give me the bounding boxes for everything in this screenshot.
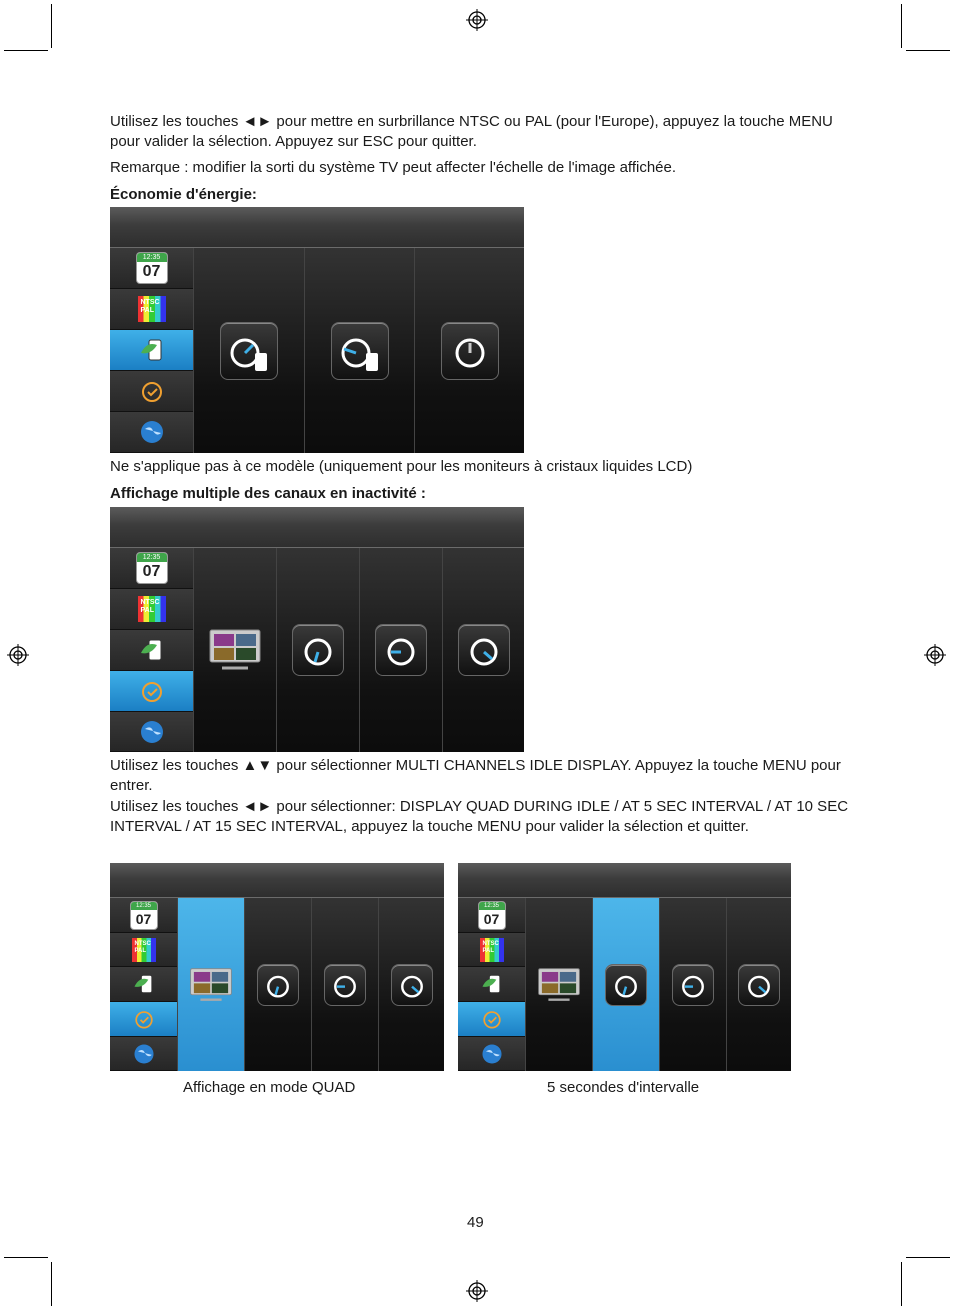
- sidebar-item-time[interactable]: [110, 248, 193, 289]
- menu-screenshot-5-sec-selected: [458, 863, 791, 1071]
- option-15-sec[interactable]: [378, 898, 444, 1071]
- timer-icon: [292, 624, 344, 676]
- calendar-day: 07: [483, 910, 500, 927]
- option-column[interactable]: [304, 248, 414, 453]
- tv-label-ntsc: NTSC: [140, 299, 160, 306]
- menu-sidebar: [458, 898, 525, 1071]
- option-quad[interactable]: [525, 898, 592, 1071]
- option-quad[interactable]: [177, 898, 244, 1071]
- heading-power-saving: Économie d'énergie:: [110, 186, 257, 203]
- menu-screenshot-quad-selected: [110, 863, 444, 1071]
- menu-title-bar: [458, 863, 791, 898]
- sidebar-item-tv-system[interactable]: [110, 289, 193, 330]
- timer-icon: [137, 676, 167, 706]
- timer-icon: [137, 376, 167, 406]
- calendar-time: 12:35: [131, 902, 157, 910]
- menu-title-bar: [110, 863, 444, 898]
- sidebar-item-time[interactable]: [458, 898, 525, 933]
- option-10-sec[interactable]: [359, 548, 442, 752]
- battery-leaf-icon: [131, 971, 157, 997]
- option-5-sec[interactable]: [276, 548, 359, 752]
- menu-title-bar: [110, 207, 524, 248]
- calendar-time: 12:35: [137, 253, 167, 262]
- sidebar-item-tv-system[interactable]: [110, 933, 177, 967]
- tv-label-pal: PAL: [140, 307, 154, 314]
- calendar-icon: [130, 901, 158, 930]
- crop-mark: [906, 50, 950, 51]
- sidebar-item-language[interactable]: [110, 1037, 177, 1071]
- tv-label-ntsc: NTSC: [482, 940, 499, 947]
- timer-icon: [672, 964, 714, 1006]
- calendar-icon: [478, 901, 506, 930]
- battery-leaf-icon: [137, 635, 167, 665]
- globe-icon: [479, 1041, 505, 1067]
- tv-system-icon: [132, 938, 156, 962]
- paragraph-select-idle-display: Utilisez les touches ▲▼ pour sélectionner MULTI CHANNELS IDLE DISPLAY. Appuyez la touche MENU pour entrer.: [110, 757, 841, 794]
- sidebar-item-language[interactable]: [458, 1037, 525, 1071]
- timer-icon: [375, 624, 427, 676]
- sidebar-item-power-saving[interactable]: [110, 630, 193, 671]
- caption-5-sec: 5 secondes d'intervalle: [547, 1079, 700, 1096]
- option-15-sec[interactable]: [442, 548, 524, 752]
- sidebar-item-power-saving[interactable]: [110, 967, 177, 1002]
- menu-screenshot-power-saving: [110, 207, 524, 453]
- paragraph-remark: Remarque : modifier la sorti du système TV peut affecter l'échelle de l'image affichée.: [110, 159, 677, 176]
- sidebar-item-idle-display[interactable]: [458, 1002, 525, 1037]
- calendar-day: 07: [135, 910, 152, 927]
- menu-sidebar: [110, 898, 177, 1071]
- calendar-time: 12:35: [479, 902, 505, 910]
- timer-icon: [605, 964, 647, 1006]
- calendar-time: 12:35: [137, 553, 167, 562]
- crop-mark: [901, 1262, 902, 1306]
- tv-label-ntsc: NTSC: [134, 940, 151, 947]
- sidebar-item-language[interactable]: [110, 412, 193, 453]
- calendar-icon: [136, 552, 168, 584]
- option-10-sec[interactable]: [311, 898, 378, 1071]
- globe-icon: [137, 417, 167, 447]
- paragraph-select-interval: Utilisez les touches ◄► pour sélectionner: DISPLAY QUAD DURING IDLE / AT 5 SEC INTERVAL / AT 10 SEC INTERVAL / AT 15 SEC INTERVAL, appuyez la touche MENU pour valider la sélection et quitter.: [110, 798, 849, 835]
- timer-battery-icon: [220, 322, 278, 380]
- paragraph-ntsc-pal: Utilisez les touches ◄► pour mettre en surbrillance NTSC ou PAL (pour l'Europe), appuyez la touche MENU pour valider la sélection. Appuyez sur ESC pour quitter.: [110, 113, 833, 150]
- tv-label-pal: PAL: [140, 607, 154, 614]
- tv-label-ntsc: NTSC: [140, 599, 160, 606]
- crop-mark: [901, 4, 902, 48]
- quad-monitor-icon: [189, 966, 233, 1004]
- option-column[interactable]: [193, 248, 304, 453]
- tv-label-pal: PAL: [482, 947, 495, 954]
- sidebar-item-tv-system[interactable]: [458, 933, 525, 967]
- menu-sidebar: [110, 248, 193, 453]
- sidebar-item-idle-display[interactable]: [110, 371, 193, 412]
- option-column[interactable]: [414, 248, 524, 453]
- caption-quad-mode: Affichage en mode QUAD: [183, 1079, 356, 1096]
- timer-icon: [458, 624, 510, 676]
- registration-mark-icon: [466, 9, 488, 31]
- timer-icon: [391, 964, 433, 1006]
- sidebar-item-power-saving[interactable]: [458, 967, 525, 1002]
- tv-system-icon: [138, 296, 166, 322]
- tv-label-pal: PAL: [134, 947, 147, 954]
- option-5-sec[interactable]: [244, 898, 311, 1071]
- paragraph-not-applicable: Ne s'applique pas à ce modèle (uniquement pour les moniteurs à cristaux liquides LCD): [110, 458, 693, 475]
- tv-system-icon: [138, 596, 166, 622]
- globe-icon: [131, 1041, 157, 1067]
- crop-mark: [51, 1262, 52, 1306]
- calendar-day: 07: [142, 563, 161, 580]
- heading-multi-channel: Affichage multiple des canaux en inactivité :: [110, 485, 426, 502]
- timer-battery-icon: [331, 322, 389, 380]
- option-10-sec[interactable]: [659, 898, 726, 1071]
- timer-icon: [257, 964, 299, 1006]
- crop-mark: [51, 4, 52, 48]
- timer-icon: [441, 322, 499, 380]
- timer-icon: [131, 1006, 157, 1032]
- sidebar-item-power-saving[interactable]: [110, 330, 193, 371]
- option-5-sec[interactable]: [592, 898, 659, 1071]
- sidebar-item-idle-display[interactable]: [110, 1002, 177, 1037]
- battery-leaf-icon: [479, 971, 505, 997]
- registration-mark-icon: [7, 644, 29, 666]
- quad-monitor-icon: [208, 628, 262, 672]
- sidebar-item-tv-system[interactable]: [110, 589, 193, 630]
- battery-leaf-icon: [137, 335, 167, 365]
- crop-mark: [906, 1257, 950, 1258]
- registration-mark-icon: [466, 1280, 488, 1302]
- timer-icon: [738, 964, 780, 1006]
- registration-mark-icon: [924, 644, 946, 666]
- crop-mark: [4, 1257, 48, 1258]
- globe-icon: [137, 717, 167, 747]
- option-quad[interactable]: [193, 548, 276, 752]
- calendar-day: 07: [142, 263, 161, 280]
- menu-title-bar: [110, 507, 524, 548]
- tv-system-icon: [480, 938, 504, 962]
- quad-monitor-icon: [537, 966, 581, 1004]
- sidebar-item-language[interactable]: [110, 712, 193, 752]
- menu-sidebar: [110, 548, 193, 752]
- sidebar-item-idle-display[interactable]: [110, 671, 193, 712]
- timer-icon: [324, 964, 366, 1006]
- timer-icon: [479, 1006, 505, 1032]
- menu-screenshot-idle-display: [110, 507, 524, 752]
- sidebar-item-time[interactable]: [110, 898, 177, 933]
- option-15-sec[interactable]: [726, 898, 791, 1071]
- page-number: 49: [467, 1214, 484, 1231]
- sidebar-item-time[interactable]: [110, 548, 193, 589]
- calendar-icon: [136, 252, 168, 284]
- crop-mark: [4, 50, 48, 51]
